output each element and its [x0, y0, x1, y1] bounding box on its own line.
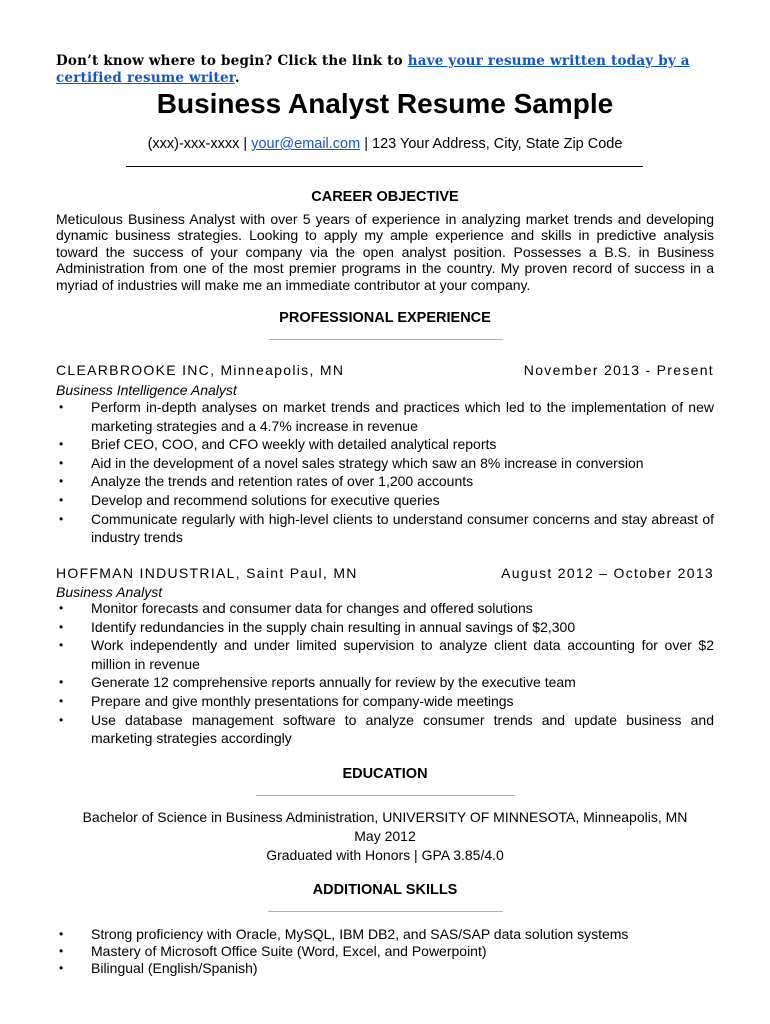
email-link[interactable]: your@email.com [251, 136, 361, 152]
career-objective-text: Meticulous Business Analyst with over 5 years of experience in analyzing market trends and developing dynamic business strategies. Looking to apply my ample experience and skills in predictive analysis toward the success of your company via the open analyst position. Possesses a B.S. in Business Administration from one of the most premier programs in the country. My proven record of success in a myriad of industries will make me an immediate contributor at your company. [56, 211, 714, 293]
job-company: CLEARBROOKE INC, Minneapolis, MN [56, 362, 345, 378]
bullet-icon: • [59, 638, 64, 653]
job-1-bullets [56, 398, 714, 547]
bullet-icon: • [59, 712, 64, 727]
bullet-icon: • [59, 400, 64, 414]
list-item: • Strong proficiency with Oracle, MySQL, IBM DB2, and SAS/SAP data solution systems [59, 926, 629, 942]
bullet-icon: • [59, 944, 64, 958]
job-2-bullets [56, 599, 714, 748]
job-title: Business Analyst [56, 584, 163, 600]
bullet-icon: • [59, 693, 64, 708]
bullet-icon: • [59, 492, 64, 507]
bullet-icon: • [59, 511, 64, 526]
contact-address: | 123 Your Address, City, State Zip Code [360, 136, 623, 152]
job-header-1 [56, 361, 714, 379]
skills-heading: ADDITIONAL SKILLS [312, 882, 458, 898]
resume-writer-link[interactable]: have your resume written today by a certified resume writer [56, 53, 690, 86]
bullet-icon: • [59, 961, 64, 975]
header-divider [126, 166, 643, 167]
education-date: May 2012 [354, 828, 416, 844]
list-item: • Use database management software to analyze consumer trends and update business and marketing strategies accordingly [59, 711, 714, 747]
career-objective-heading: CAREER OBJECTIVE [311, 189, 459, 205]
bullet-icon: • [59, 601, 64, 615]
list-item: • Identify redundancies in the supply chain resulting in annual savings of $2,300 [59, 618, 576, 635]
list-item: • Bilingual (English/Spanish) [59, 960, 258, 976]
promo-suffix: . [234, 70, 240, 86]
education-divider [256, 795, 515, 796]
skills-list [56, 926, 714, 977]
skills-divider [268, 911, 503, 912]
list-item: • Aid in the development of a novel sales strategy which saw an 8% increase in conversion [59, 454, 644, 471]
bullet-icon: • [59, 437, 64, 452]
list-item: • Develop and recommend solutions for executive queries [59, 491, 440, 508]
contact-phone: (xxx)-xxx-xxxx | [147, 136, 252, 152]
bullet-icon: • [59, 619, 64, 634]
list-item: • Work independently and under limited supervision to analyze client data accounting for over $2 million in revenue [59, 637, 714, 672]
bullet-icon: • [59, 675, 64, 690]
promo-text: Don’t know where to begin? Click the link to [56, 53, 408, 69]
education-honors: Graduated with Honors | GPA 3.85/4.0 [266, 847, 504, 863]
promo-banner [56, 53, 714, 87]
page-title: Business Analyst Resume Sample [156, 88, 614, 119]
education-degree: Bachelor of Science in Business Administration, UNIVERSITY OF MINNESOTA, Minneapolis, MN [82, 809, 688, 825]
list-item: • Perform in-depth analyses on market trends and practices which led to the implementation of new marketing strategies and a 4.7% increase in revenue [59, 399, 714, 434]
list-item: • Prepare and give monthly presentations for company-wide meetings [59, 692, 514, 709]
job-company: HOFFMAN INDUSTRIAL, Saint Paul, MN [56, 565, 358, 581]
list-item: • Communicate regularly with high-level clients to understand consumer concerns and stay abreast of industry trends [59, 510, 714, 546]
job-dates: August 2012 – October 2013 [501, 565, 714, 581]
list-item: • Brief CEO, COO, and CFO weekly with detailed analytical reports [59, 436, 497, 453]
education-heading: EDUCATION [342, 766, 428, 782]
list-item: • Monitor forecasts and consumer data for changes and offered solutions [59, 600, 533, 616]
job-dates: November 2013 - Present [523, 362, 714, 378]
list-item: • Mastery of Microsoft Office Suite (Word, Excel, and Powerpoint) [59, 943, 487, 959]
bullet-icon: • [59, 474, 64, 489]
list-item: • Generate 12 comprehensive reports annually for review by the executive team [59, 674, 576, 691]
experience-divider [269, 339, 503, 340]
contact-line [56, 135, 714, 153]
experience-heading: PROFESSIONAL EXPERIENCE [279, 310, 491, 326]
bullet-icon: • [59, 455, 64, 470]
bullet-icon: • [59, 927, 64, 941]
job-title: Business Intelligence Analyst [56, 382, 237, 398]
job-header-2 [56, 564, 714, 582]
list-item: • Analyze the trends and retention rates of over 1,200 accounts [59, 473, 474, 490]
